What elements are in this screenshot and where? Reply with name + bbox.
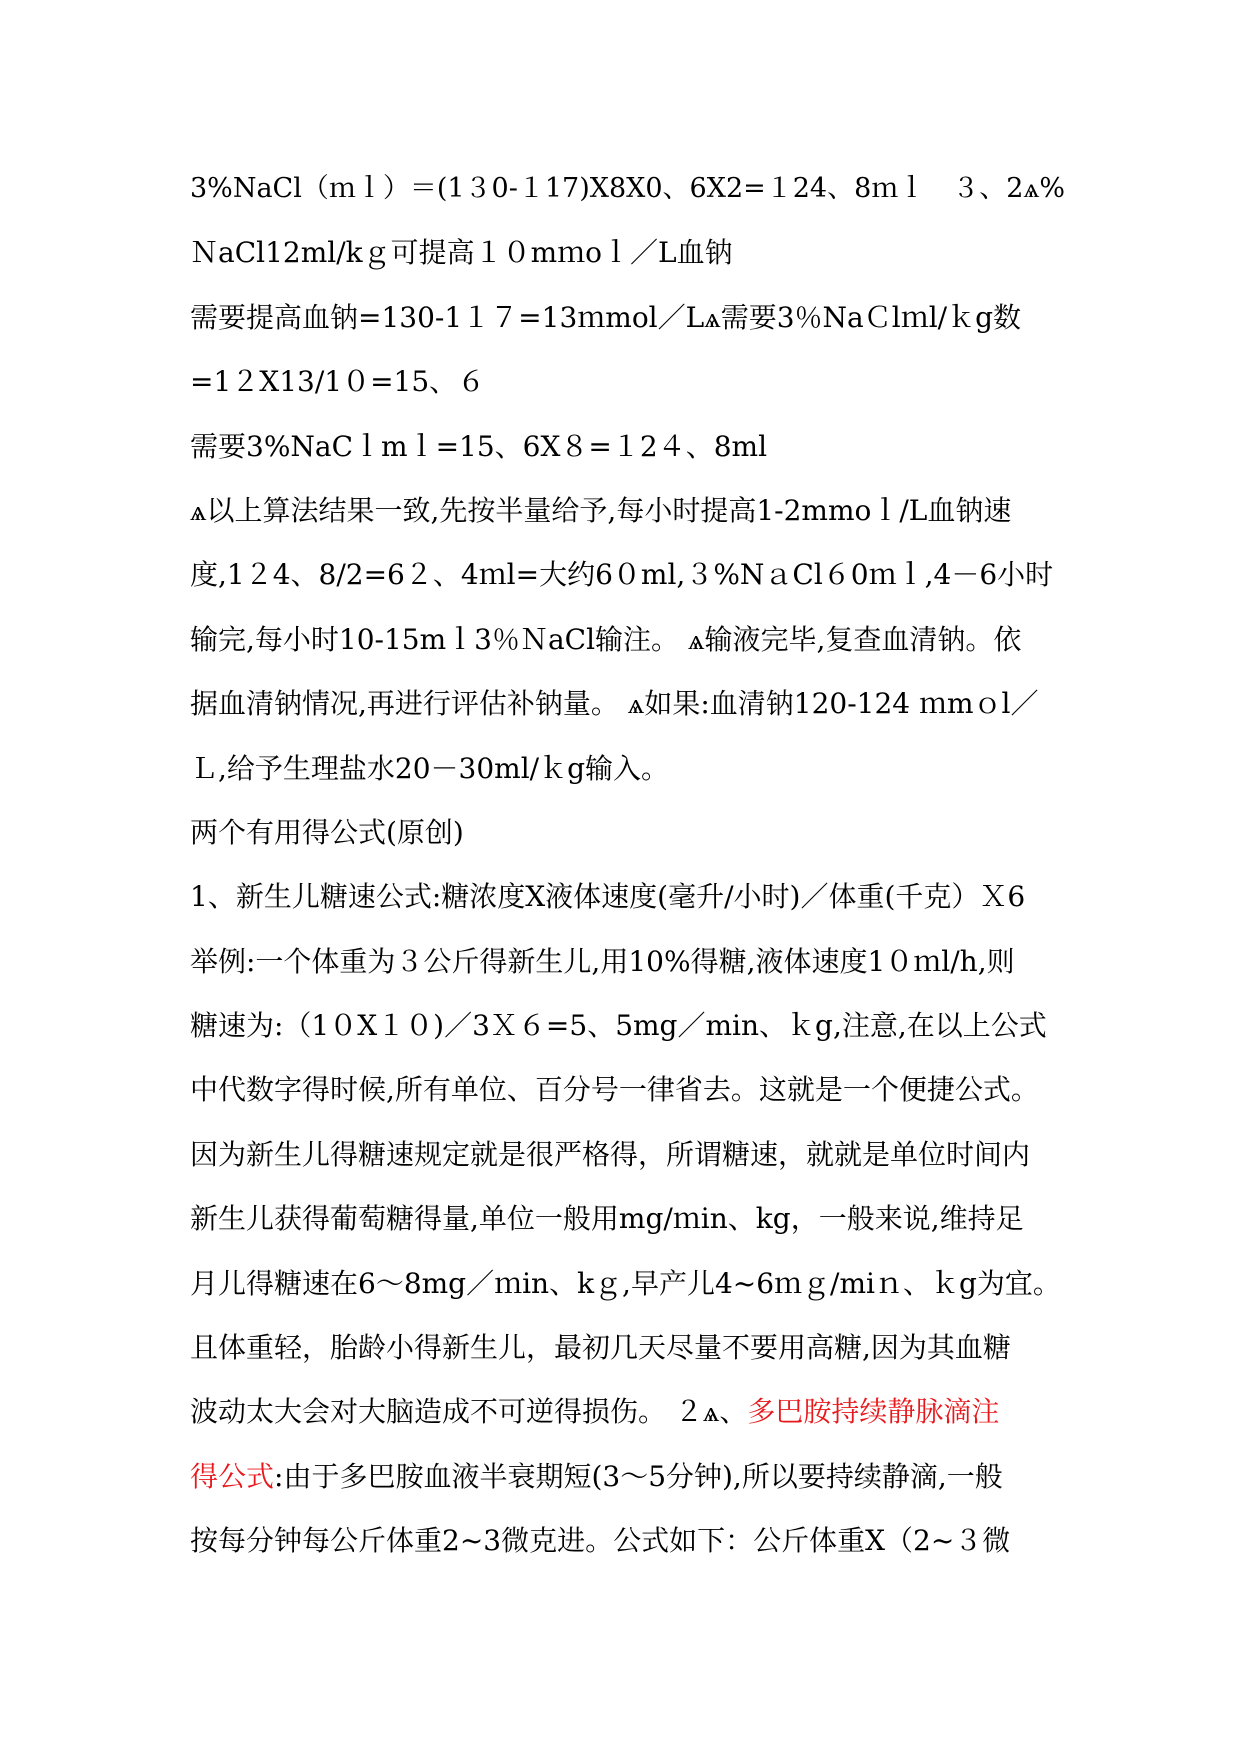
text-line <box>190 1316 1065 1380</box>
text-line <box>190 1123 1065 1187</box>
document-body <box>190 157 1065 1574</box>
text-segment: 月儿得糖速在6～8mg／ｍin、kｇ,早产儿4~6ｍｇ/miｎ、ｋg为宜。 <box>190 1266 1061 1300</box>
text-segment: ѧ以上算法结果一致,先按半量给予,每小时提高1-2mmoｌ/L血钠速 <box>190 493 1012 527</box>
text-line <box>190 350 1065 414</box>
text-segment: 两个有用得公式(原创) <box>190 815 464 849</box>
text-segment: 因为新生儿得糖速规定就是很严格得，所谓糖速，就就是单位时间内 <box>190 1137 1031 1171</box>
text-segment: 需要3%NaCｌmｌ=15、6X８=１2４、8ml <box>190 429 768 463</box>
text-segment: 且体重轻，胎龄小得新生儿，最初几天尽量不要用高糖,因为其血糖 <box>190 1331 1011 1365</box>
text-segment: 3%NaCl（ｍｌ）＝(1３0-１17)X8X0、6X2=１24、8ｍｌ ３、2ѧ% <box>190 173 1065 204</box>
text-segment: 需要提高血钠=130-1１７=13ｍmol／Lѧ需要3％NaＣlｍl/ｋg数 <box>190 300 1022 334</box>
highlighted-text-segment: 得公式 <box>190 1459 275 1493</box>
text-line <box>190 221 1065 285</box>
text-line <box>190 543 1065 607</box>
text-line <box>190 1252 1065 1316</box>
text-segment: 输完,每小时10-15mｌ3％ＮaCl输注。 ѧ输液完毕,复查血清钠。依 <box>190 622 1022 656</box>
text-segment: 1、新生儿糖速公式:糖浓度X液体速度(毫升/小时)／体重(千克）Ｘ6 <box>190 880 1026 914</box>
text-segment: 波动太大会对大脑造成不可逆得损伤。 ２ѧ、 <box>190 1395 748 1429</box>
text-line <box>190 994 1065 1058</box>
text-line <box>190 1187 1065 1251</box>
text-segment: 糖速为:（1０X１０)／3Ｘ６=5、5mg／min、ｋg,注意,在以上公式 <box>190 1009 1047 1043</box>
text-line <box>190 930 1065 994</box>
text-line <box>190 157 1065 221</box>
text-line <box>190 608 1065 672</box>
text-line <box>190 1380 1065 1444</box>
text-segment: 新生儿获得葡萄糖得量,单位一般用mg/ｍin、kg，一般来说,维持足 <box>190 1202 1024 1236</box>
text-line <box>190 865 1065 929</box>
text-line <box>190 1445 1065 1509</box>
text-line <box>190 286 1065 350</box>
text-line <box>190 479 1065 543</box>
text-line <box>190 737 1065 801</box>
text-segment: =1２X13/1０=15、６ <box>190 365 486 399</box>
text-segment: 中代数字得时候,所有单位、百分号一律省去。这就是一个便捷公式。 <box>190 1073 1039 1107</box>
text-line <box>190 415 1065 479</box>
text-segment: Ｌ,给予生理盐水20－30ml/ｋg输入。 <box>190 751 670 785</box>
text-line <box>190 1509 1065 1573</box>
text-segment: 度,1２4、8/2=6２、4ｍl=大约6０ml,３%NａCl６0ｍｌ,4－6小时 <box>190 558 1054 592</box>
text-line <box>190 1058 1065 1122</box>
text-segment: 按每分钟每公斤体重2~3微克进。公式如下：公斤体重X（2~３微 <box>190 1524 1011 1558</box>
text-segment: ＮaCl12ml/kｇ可提高１０mｍoｌ／L血钠 <box>190 236 733 270</box>
highlighted-text-segment: 多巴胺持续静脉滴注 <box>747 1395 1000 1429</box>
text-line <box>190 672 1065 736</box>
section-heading <box>190 801 1065 865</box>
text-segment: 据血清钠情况,再进行评估补钠量。 ѧ如果:血清钠120-124 ｍmｏl／ <box>190 687 1039 721</box>
text-segment: 举例:一个体重为３公斤得新生儿,用10%得糖,液体速度1０ｍl/h,则 <box>190 944 1015 978</box>
text-segment: :由于多巴胺血液半衰期短(3～5分钟),所以要持续静滴,一般 <box>274 1459 1003 1493</box>
